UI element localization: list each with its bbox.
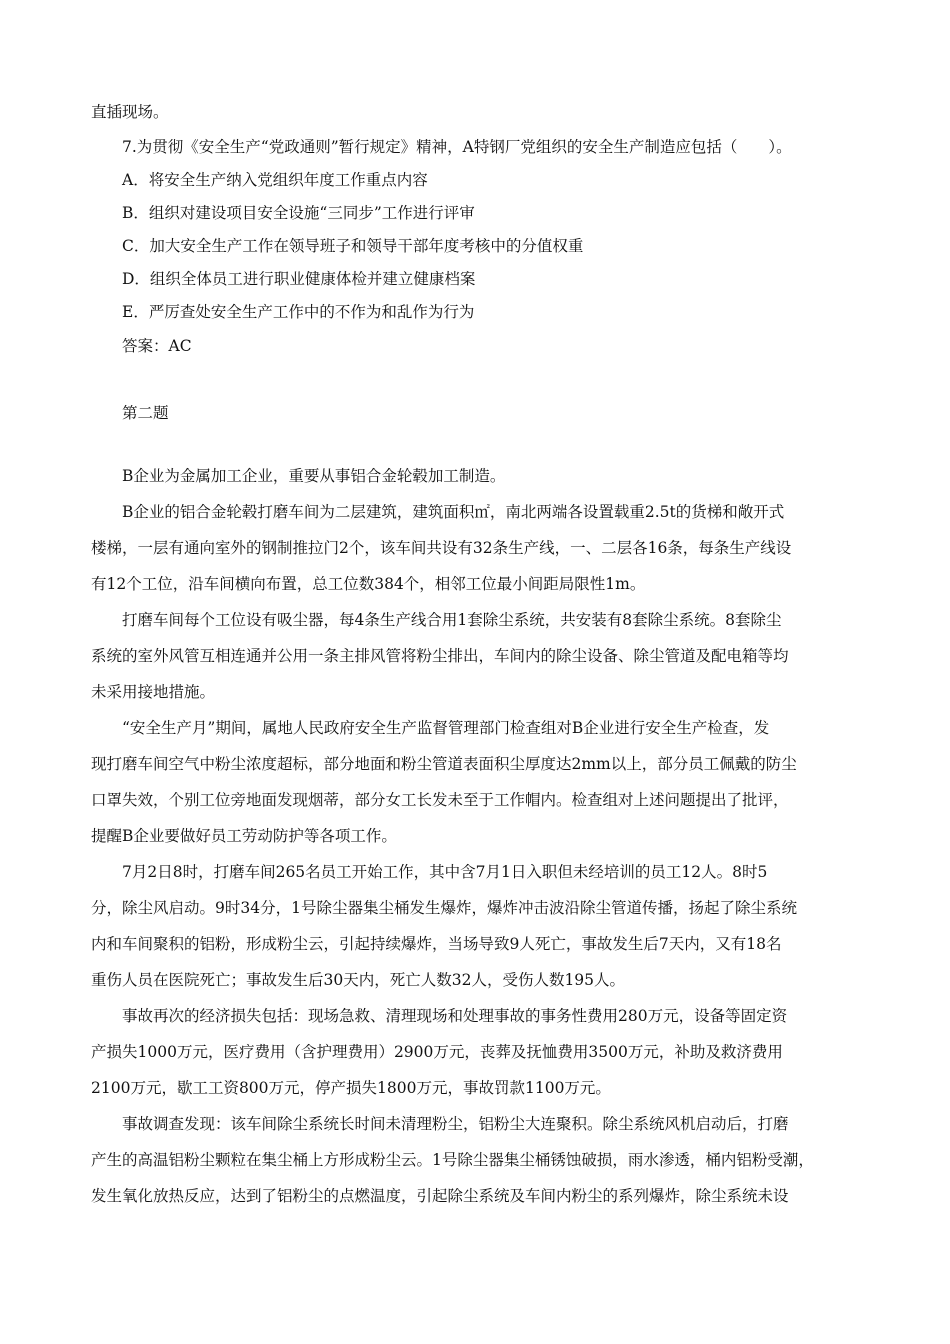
section-title: 第二题 — [122, 404, 169, 422]
question-stem: 7.为贯彻《安全生产“党政通则”暂行规定》精神，A特钢厂党组织的安全生产制造应包括（ ）。 — [122, 138, 792, 156]
paragraph-line: 重伤人员在医院死亡；事故发生后30天内，死亡人数32人，受伤人数195人。 — [91, 971, 626, 989]
answer-text: 答案：AC — [122, 337, 192, 355]
paragraph-line: 楼梯，一层有通向室外的钢制推拉门2个，该车间共设有32条生产线，一、二层各16条，每条生产线设 — [91, 539, 792, 557]
paragraph-line: 发生氧化放热反应，达到了铝粉尘的点燃温度，引起除尘系统及车间内粉尘的系列爆炸，除尘系统未设 — [91, 1187, 789, 1205]
paragraph-line: 打磨车间每个工位设有吸尘器，每4条生产线合用1套除尘系统，共安装有8套除尘系统。8套除尘 — [122, 611, 782, 629]
paragraph-line: 分，除尘风启动。9时34分，1号除尘器集尘桶发生爆炸，爆炸冲击波沿除尘管道传播，扬起了除尘系统 — [91, 899, 797, 917]
option-d: D．组织全体员工进行职业健康体检并建立健康档案 — [122, 270, 476, 288]
paragraph-line: 口罩失效，个别工位旁地面发现烟蒂，部分女工长发未至于工作帽内。检查组对上述问题提出了批评， — [91, 791, 789, 809]
paragraph-line: 事故再次的经济损失包括：现场急救、清理现场和处理事故的事务性费用280万元，设备等固定资 — [122, 1007, 788, 1025]
lead-in-text: 直插现场。 — [91, 103, 169, 121]
paragraph-line: 2100万元，歇工工资800万元，停产损失1800万元，事故罚款1100万元。 — [91, 1079, 611, 1097]
paragraph-line: 事故调查发现：该车间除尘系统长时间未清理粉尘，铝粉尘大连聚积。除尘系统风机启动后，打磨 — [122, 1115, 789, 1133]
paragraph-line: 内和车间聚积的铝粉，形成粉尘云，引起持续爆炸，当场导致9人死亡，事故发生后7天内，又有18名 — [91, 935, 782, 953]
paragraph-line: “安全生产月”期间，属地人民政府安全生产监督管理部门检查组对B企业进行安全生产检查，发 — [122, 719, 770, 737]
paragraph-line: 7月2日8时，打磨车间265名员工开始工作，其中含7月1日入职但未经培训的员工12人。8时5 — [122, 863, 768, 881]
paragraph-line: 有12个工位，沿车间横向布置，总工位数384个，相邻工位最小间距局限性1m。 — [91, 575, 646, 593]
option-e: E．严厉查处安全生产工作中的不作为和乱作为行为 — [122, 303, 475, 321]
paragraph-line: 未采用接地措施。 — [91, 683, 216, 701]
paragraph-line: 产生的高温铝粉尘颗粒在集尘桶上方形成粉尘云。1号除尘器集尘桶锈蚀破损，雨水渗透，桶内铝粉受潮， — [91, 1151, 814, 1169]
option-a: A．将安全生产纳入党组织年度工作重点内容 — [122, 171, 428, 189]
paragraph-line: 产损失1000万元，医疗费用（含护理费用）2900万元，丧葬及抚恤费用3500万元，补助及救济费用 — [91, 1043, 783, 1061]
option-b: B．组织对建设项目安全设施“三同步”工作进行评审 — [122, 204, 475, 222]
option-c: C．加大安全生产工作在领导班子和领导干部年度考核中的分值权重 — [122, 237, 584, 255]
intro-paragraph: B企业为金属加工企业，重要从事铝合金轮毂加工制造。 — [122, 467, 506, 485]
paragraph-line: 系统的室外风管互相连通并公用一条主排风管将粉尘排出，车间内的除尘设备、除尘管道及配电箱等均 — [91, 647, 789, 665]
paragraph-line: 提醒B企业要做好员工劳动防护等各项工作。 — [91, 827, 397, 845]
paragraph-line: B企业的铝合金轮毂打磨车间为二层建筑，建筑面积㎡，南北两端各设置载重2.5t的货梯和敞开式 — [122, 503, 785, 521]
paragraph-line: 现打磨车间空气中粉尘浓度超标，部分地面和粉尘管道表面积尘厚度达2mm以上，部分员工佩戴的防尘 — [91, 755, 797, 773]
